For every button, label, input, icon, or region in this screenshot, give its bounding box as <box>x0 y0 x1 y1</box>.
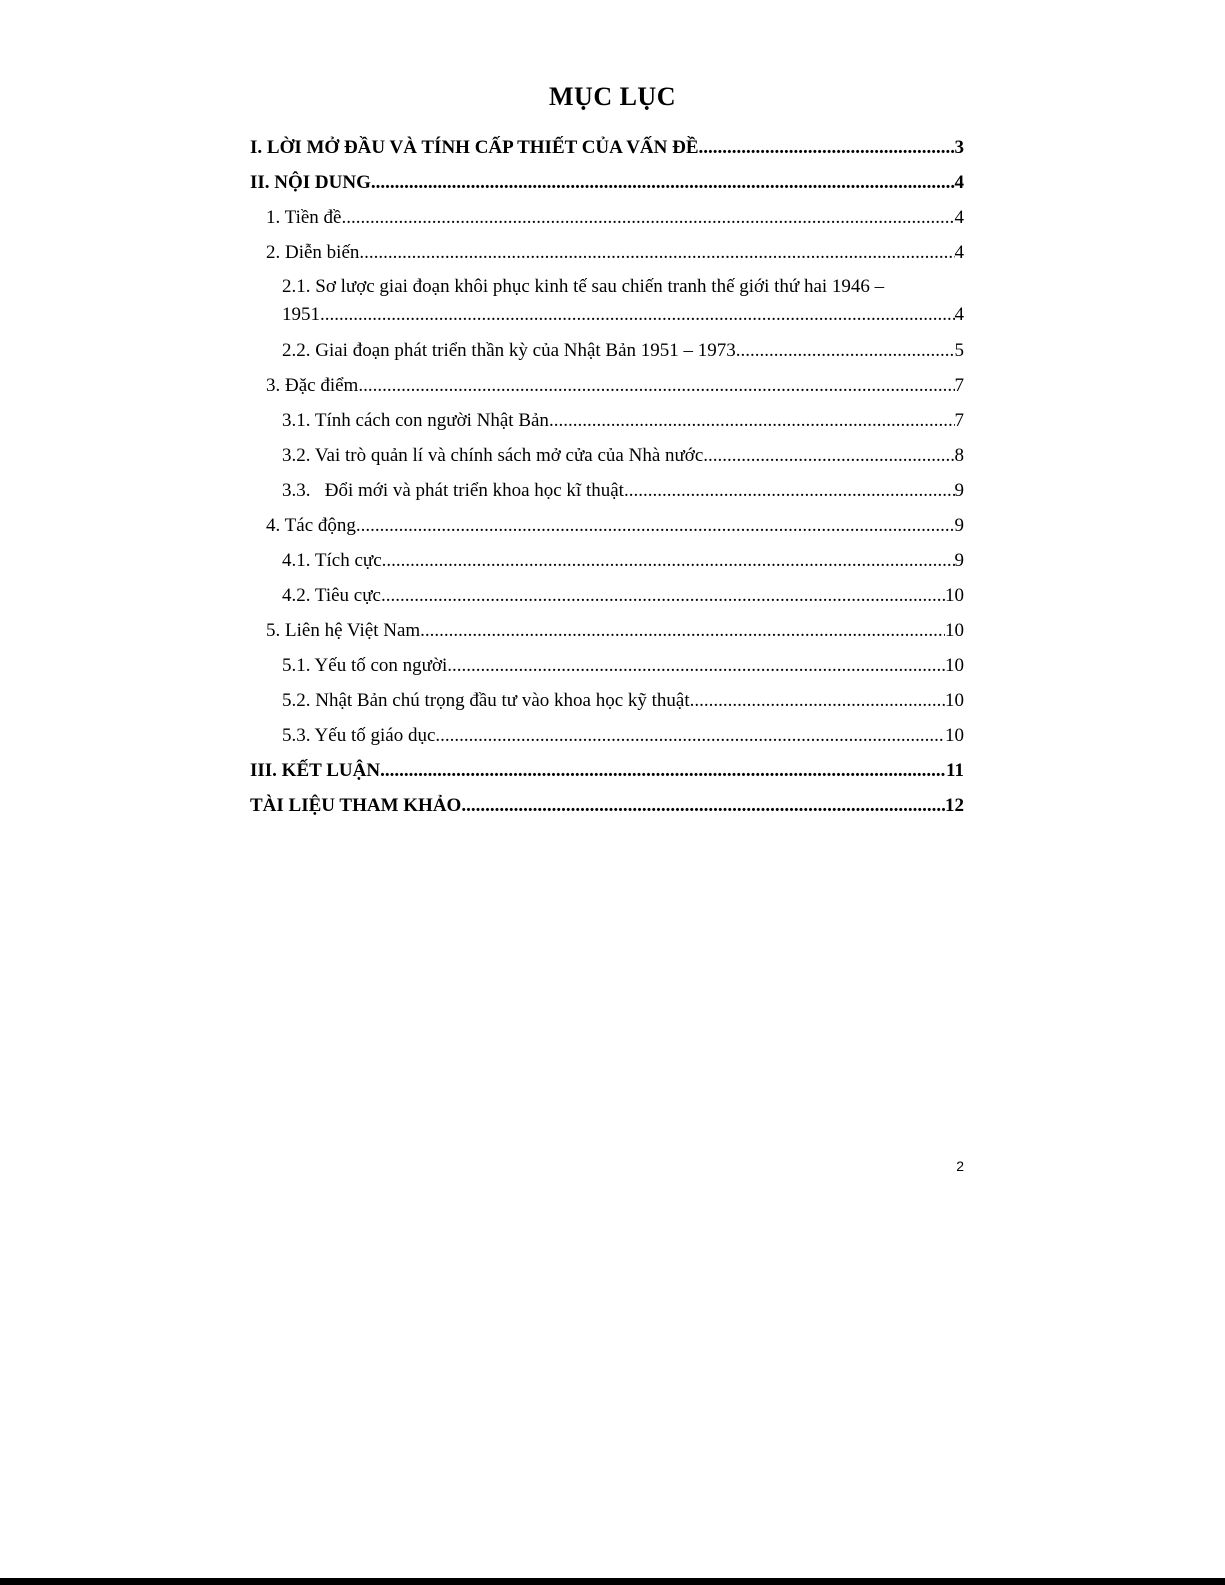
dot-leader <box>435 718 945 753</box>
toc-entry-page: 7 <box>954 410 964 431</box>
toc-entry-noi-dung[interactable] <box>250 165 964 200</box>
toc-entry-label: 5.3. Yếu tố giáo dục <box>282 725 436 746</box>
dot-leader <box>380 753 946 788</box>
toc-entry-label: 5.2. Nhật Bản chú trọng đầu tư vào khoa học kỹ thuật <box>282 690 690 711</box>
dot-leader <box>699 130 955 165</box>
toc-entry-page: 4 <box>954 207 964 228</box>
toc-entry-page: 9 <box>954 550 964 571</box>
dot-leader <box>736 333 955 368</box>
dot-leader <box>703 438 954 473</box>
toc-entry-page: 10 <box>945 655 964 676</box>
toc-entry-tien-de[interactable] <box>250 200 964 235</box>
toc-entry-label: 3.1. Tính cách con người Nhật Bản <box>282 410 549 431</box>
toc-entry-dac-diem[interactable] <box>250 368 964 403</box>
dot-leader <box>447 648 945 683</box>
toc-entry-ket-luan[interactable] <box>250 753 964 788</box>
toc-entry-label-continued: 1951 <box>282 304 320 325</box>
bottom-border <box>0 1578 1225 1585</box>
dot-leader <box>420 613 945 648</box>
toc-entry-label: TÀI LIỆU THAM KHẢO <box>250 795 462 816</box>
toc-entry-label: 3.2. Vai trò quản lí và chính sách mở cửa của Nhà nước <box>282 445 704 466</box>
toc-entry-tinh-cach[interactable] <box>250 403 964 438</box>
dot-leader <box>381 578 945 613</box>
toc-entry-tai-lieu-tham-khao[interactable] <box>250 788 964 823</box>
page-title: MỤC LỤC <box>549 82 676 111</box>
toc-entry-label: 2.1. Sơ lược giai đoạn khôi phục kinh tế sau chiến tranh thế giới thứ hai 1946 – <box>282 276 885 297</box>
toc-entry-tieu-cuc[interactable] <box>250 578 964 613</box>
toc-entry-yeu-to-giao-duc[interactable] <box>250 718 964 753</box>
toc-entry-label: 1. Tiền đề <box>266 207 342 228</box>
toc-entry-label: 5.1. Yếu tố con người <box>282 655 448 676</box>
toc-entry-page: 3 <box>954 137 964 158</box>
toc-entry-giai-doan-phat-trien[interactable] <box>250 333 964 368</box>
toc-entry-page: 8 <box>954 445 964 466</box>
toc-entry-label: 4. Tác động <box>266 515 356 536</box>
dot-leader <box>371 165 955 200</box>
dot-leader <box>690 683 945 718</box>
toc-entry-page: 4 <box>954 304 964 325</box>
toc-entry-page: 4 <box>954 242 964 263</box>
toc-entry-page: 4 <box>954 172 964 193</box>
dot-leader <box>382 543 955 578</box>
toc-entry-khoa-hoc-ky-thuat[interactable] <box>250 683 964 718</box>
toc-entry-page: 10 <box>945 725 964 746</box>
toc-entry-loi-mo-dau[interactable] <box>250 130 964 165</box>
toc-entry-doi-moi[interactable] <box>250 473 964 508</box>
dot-leader <box>358 368 954 403</box>
page-number: 2 <box>956 1158 964 1174</box>
toc-entry-label: 3.3. Đổi mới và phát triển khoa học kĩ thuật <box>282 480 624 501</box>
toc-entry-label: II. NỘI DUNG <box>250 172 371 193</box>
toc-entry-page: 9 <box>954 515 964 536</box>
toc-entry-label: 2. Diễn biến <box>266 242 360 263</box>
toc-entry-page: 10 <box>945 585 964 606</box>
toc-entry-lien-he-viet-nam[interactable] <box>250 613 964 648</box>
toc-entry-label: 4.1. Tích cực <box>282 550 382 571</box>
toc-entry-so-luoc-giai-doan[interactable] <box>250 273 964 329</box>
toc-entry-label: III. KẾT LUẬN <box>250 760 381 781</box>
toc-entry-tich-cuc[interactable] <box>250 543 964 578</box>
toc-entry-dien-bien[interactable] <box>250 235 964 270</box>
toc-entry-page: 10 <box>945 620 964 641</box>
toc-entry-page: 9 <box>954 480 964 501</box>
dot-leader <box>342 200 955 235</box>
dot-leader <box>320 301 955 329</box>
toc-entry-label: 2.2. Giai đoạn phát triển thần kỳ của Nhật Bản 1951 – 1973 <box>282 340 736 361</box>
dot-leader <box>461 788 945 823</box>
toc-entry-vai-tro-quan-li[interactable] <box>250 438 964 473</box>
table-of-contents <box>250 130 964 823</box>
toc-entry-page: 5 <box>954 340 964 361</box>
toc-entry-label: 3. Đặc điểm <box>266 375 359 396</box>
toc-entry-page: 12 <box>945 795 964 816</box>
toc-entry-label: I. LỜI MỞ ĐẦU VÀ TÍNH CẤP THIẾT CỦA VẤN ĐỀ <box>250 137 699 158</box>
toc-entry-label: 5. Liên hệ Việt Nam <box>266 620 421 641</box>
dot-leader <box>359 235 954 270</box>
dot-leader <box>624 473 955 508</box>
toc-entry-page: 11 <box>946 760 964 781</box>
toc-entry-page: 7 <box>954 375 964 396</box>
dot-leader <box>356 508 955 543</box>
toc-entry-page: 10 <box>945 690 964 711</box>
dot-leader <box>549 403 955 438</box>
toc-entry-yeu-to-con-nguoi[interactable] <box>250 648 964 683</box>
toc-entry-tac-dong[interactable] <box>250 508 964 543</box>
toc-entry-label: 4.2. Tiêu cực <box>282 585 381 606</box>
